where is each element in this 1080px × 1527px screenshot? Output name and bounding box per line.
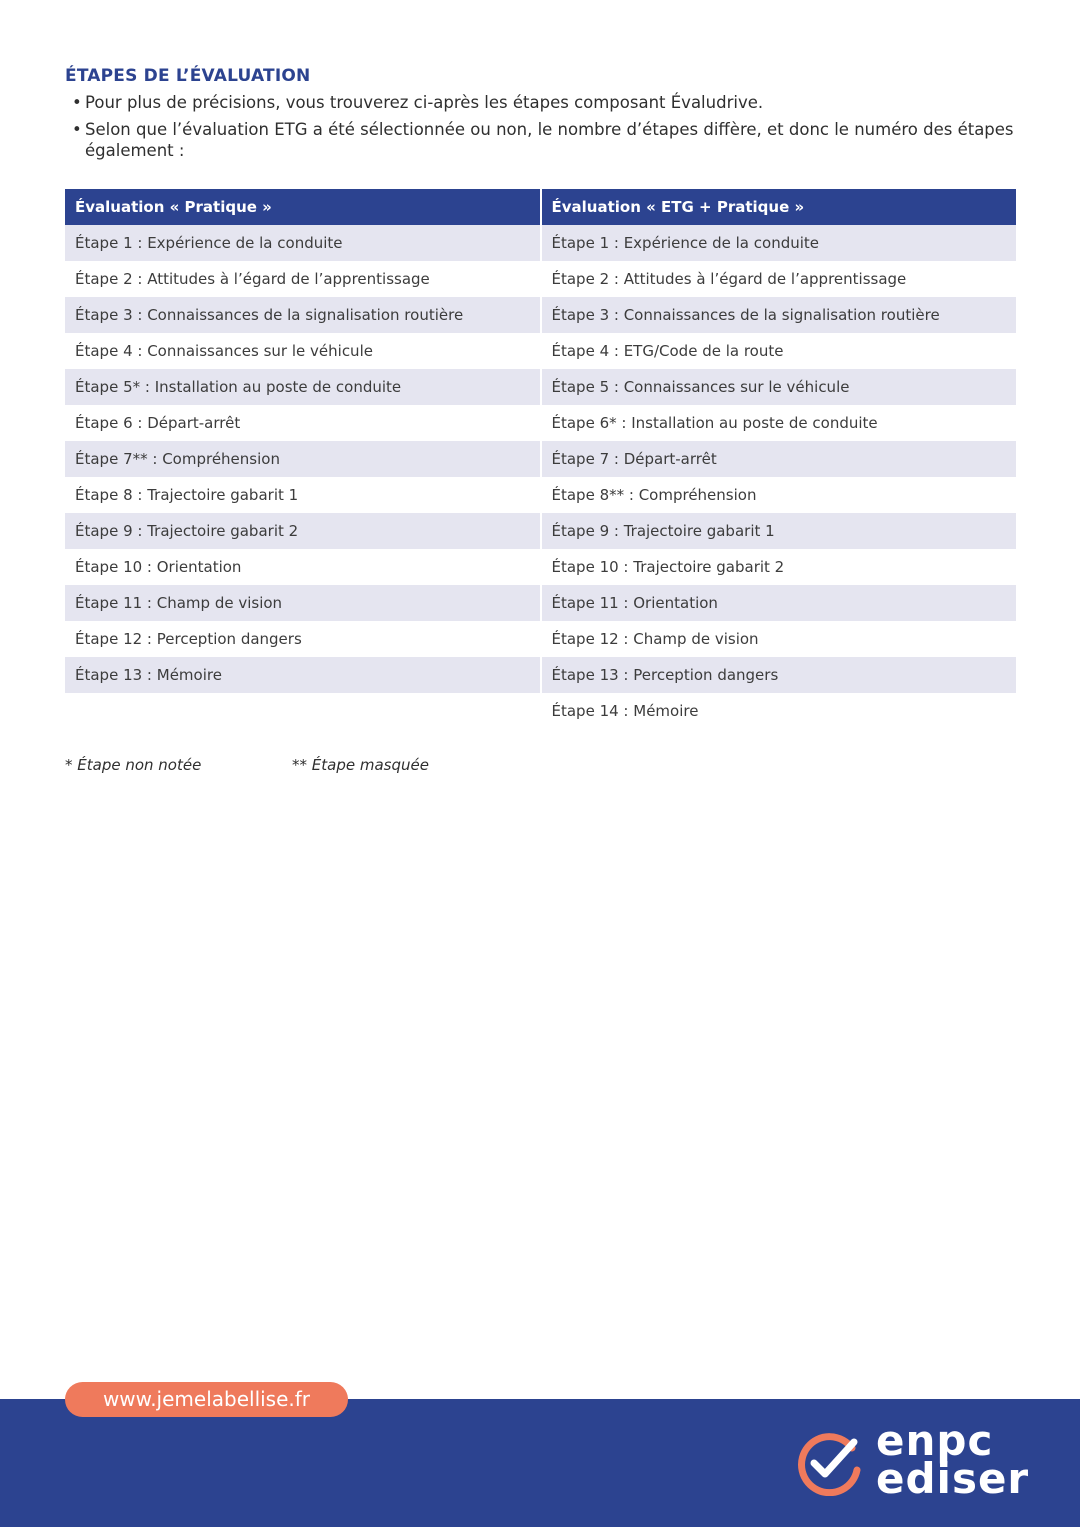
cell-pratique: Étape 4 : Connaissances sur le véhicule <box>75 342 373 360</box>
cell-etg: Étape 7 : Départ-arrêt <box>541 441 1017 477</box>
cell-etg: Étape 8** : Compréhension <box>541 477 1017 513</box>
cell-pratique: Étape 3 : Connaissances de la signalisation routière <box>65 297 541 333</box>
table-row <box>65 513 1016 549</box>
logo-text-enpc: enpc <box>876 1416 994 1465</box>
table-row <box>65 261 1016 297</box>
table-row <box>65 225 1016 261</box>
cell-etg: Étape 1 : Expérience de la conduite <box>541 225 1017 261</box>
table-row <box>65 585 1016 621</box>
cell-pratique: Étape 10 : Orientation <box>75 558 242 576</box>
cell-pratique: Étape 13 : Mémoire <box>65 657 541 693</box>
steps-table <box>65 189 1016 729</box>
table-row <box>65 657 1016 693</box>
cell-pratique <box>65 693 541 729</box>
intro-bullets <box>72 92 1022 167</box>
note-not-graded: * Étape non notée <box>65 756 202 774</box>
cell-etg: Étape 2 : Attitudes à l’égard de l’apprentissage <box>541 261 1017 297</box>
cell-etg: Étape 13 : Perception dangers <box>541 657 1017 693</box>
cell-pratique: Étape 6 : Départ-arrêt <box>75 414 241 432</box>
table-row <box>65 405 1016 441</box>
check-circle-icon <box>796 1430 862 1496</box>
table-row <box>65 333 1016 369</box>
note-hidden: ** Étape masquée <box>292 756 429 774</box>
bullet-item: • Pour plus de précisions, vous trouverez ci-après les étapes composant Évaludrive. <box>72 92 1022 113</box>
cell-etg: Étape 5 : Connaissances sur le véhicule <box>541 369 1017 405</box>
header-etg-pratique: Évaluation « ETG + Pratique » <box>541 189 1017 225</box>
cell-etg: Étape 12 : Champ de vision <box>541 621 1017 657</box>
table-row <box>65 477 1016 513</box>
table-row <box>65 297 1016 333</box>
cell-etg: Étape 9 : Trajectoire gabarit 1 <box>541 513 1017 549</box>
cell-pratique: Étape 1 : Expérience de la conduite <box>65 225 541 261</box>
cell-etg: Étape 6* : Installation au poste de conduite <box>541 405 1017 441</box>
cell-etg: Étape 14 : Mémoire <box>541 693 1017 729</box>
logo-text-ediser: ediser <box>876 1454 1030 1503</box>
cell-etg: Étape 4 : ETG/Code de la route <box>541 333 1017 369</box>
section-title: ÉTAPES DE L’ÉVALUATION <box>65 66 311 86</box>
table-row <box>65 693 1016 729</box>
cell-pratique: Étape 11 : Champ de vision <box>65 585 541 621</box>
cell-pratique: Étape 2 : Attitudes à l’égard de l’apprentissage <box>75 270 430 288</box>
cell-etg: Étape 11 : Orientation <box>541 585 1017 621</box>
cell-pratique: Étape 5* : Installation au poste de conduite <box>65 369 541 405</box>
bullet-item: • Selon que l’évaluation ETG a été sélectionnée ou non, le nombre d’étapes diffère, et donc le numéro des étapes également : <box>72 119 1022 161</box>
table-row <box>65 369 1016 405</box>
table-row <box>65 549 1016 585</box>
table-row <box>65 441 1016 477</box>
table-row <box>65 621 1016 657</box>
enpc-ediser-logo <box>796 1416 1030 1503</box>
table-header-row <box>65 189 1016 225</box>
website-link[interactable]: www.jemelabellise.fr <box>65 1382 348 1417</box>
cell-pratique: Étape 12 : Perception dangers <box>75 630 302 648</box>
cell-pratique: Étape 7** : Compréhension <box>65 441 541 477</box>
cell-pratique: Étape 8 : Trajectoire gabarit 1 <box>75 486 299 504</box>
header-pratique: Évaluation « Pratique » <box>65 189 541 225</box>
cell-etg: Étape 10 : Trajectoire gabarit 2 <box>541 549 1017 585</box>
cell-pratique: Étape 9 : Trajectoire gabarit 2 <box>65 513 541 549</box>
cell-etg: Étape 3 : Connaissances de la signalisation routière <box>541 297 1017 333</box>
